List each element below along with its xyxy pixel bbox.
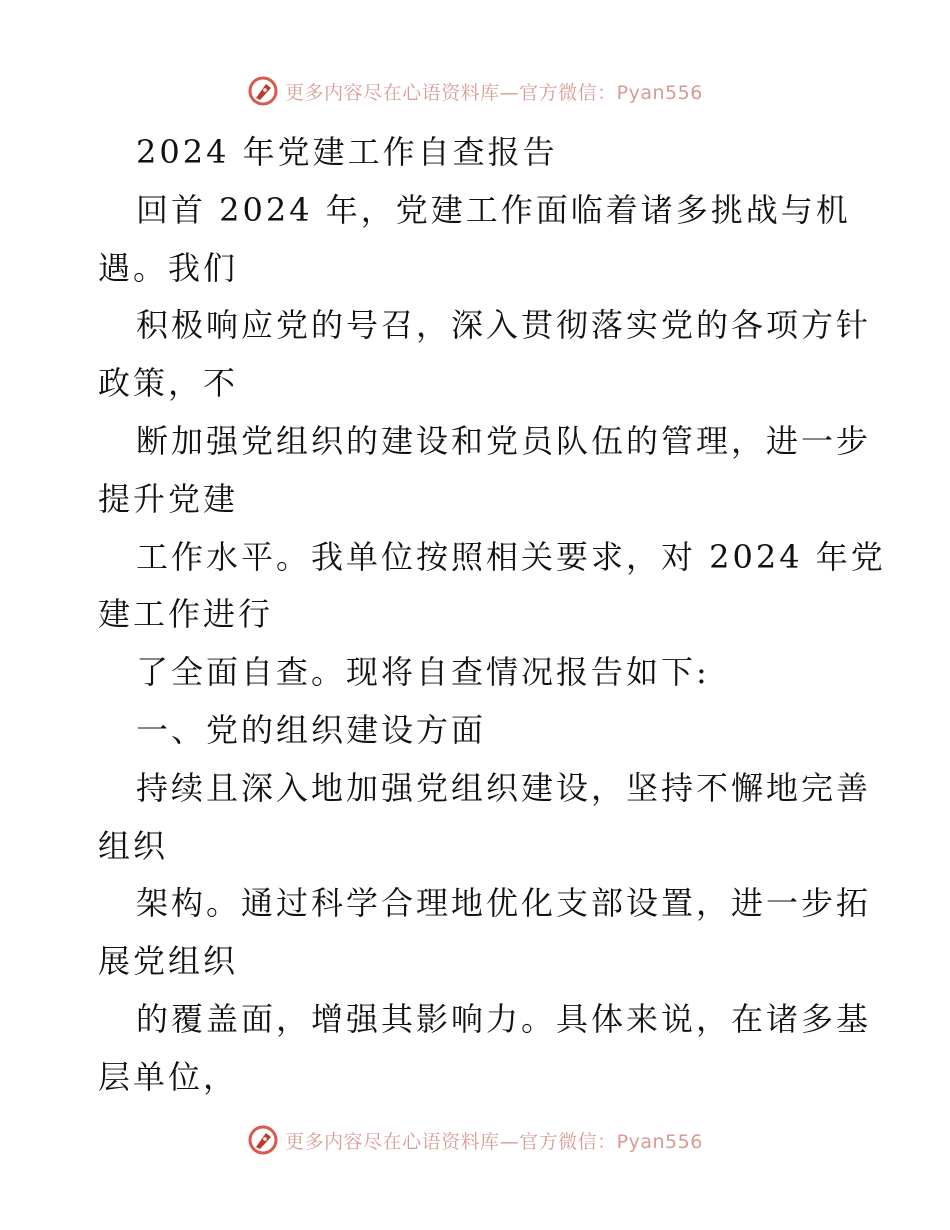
paragraph-line: 回首 2024 年，党建工作面临着诸多挑战与机	[136, 190, 851, 229]
section-heading: 一、党的组织建设方面	[136, 710, 487, 749]
paragraph-line: 积极响应党的号召，深入贯彻落实党的各项方针	[136, 306, 872, 345]
paragraph-line: 层单位，	[98, 1057, 239, 1096]
document-body	[98, 124, 886, 1107]
paragraph-line: 架构。通过科学合理地优化支部设置，进一步拓	[136, 884, 872, 923]
paragraph-line: 的覆盖面，增强其影响力。具体来说，在诸多基	[136, 999, 872, 1038]
paragraph-line: 提升党建	[98, 479, 239, 518]
paragraph-line: 遇。我们	[98, 248, 239, 287]
watermark-header-text: 更多内容尽在心语资料库—官方微信：Pyan556	[285, 81, 703, 104]
document-title: 2024 年党建工作自查报告	[136, 133, 558, 171]
paragraph-line: 工作水平。我单位按照相关要求，对 2024 年党	[136, 537, 886, 576]
paragraph-line: 展党组织	[98, 942, 239, 981]
paragraph-line: 持续且深入地加强党组织建设，坚持不懈地完善	[136, 768, 872, 807]
paragraph-line: 建工作进行	[98, 595, 274, 634]
paragraph-line: 组织	[98, 826, 169, 865]
pen-nib-logo-icon	[247, 75, 279, 107]
pen-nib-logo-icon	[247, 1124, 279, 1156]
watermark-header	[0, 71, 950, 111]
paragraph-line: 政策，不	[98, 364, 239, 403]
paragraph-line: 了全面自查。现将自查情况报告如下:	[136, 653, 710, 692]
paragraph-line: 断加强党组织的建设和党员队伍的管理，进一步	[136, 421, 872, 460]
watermark-footer	[0, 1120, 950, 1160]
watermark-footer-text: 更多内容尽在心语资料库—官方微信：Pyan556	[285, 1130, 703, 1153]
